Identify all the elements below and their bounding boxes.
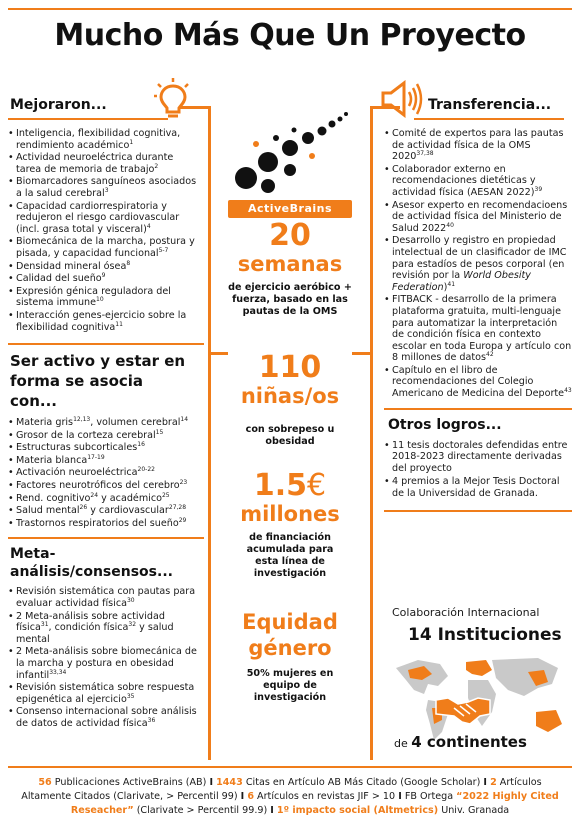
list-item	[8, 518, 198, 530]
item-ref: 42	[486, 351, 494, 359]
right-column	[384, 96, 572, 512]
list-item	[384, 476, 572, 499]
item-text: Biomarcadores sanguíneos asociados a la salud cerebral	[16, 176, 197, 199]
item-ref: 11	[115, 320, 123, 328]
kids-number: 110	[258, 350, 322, 385]
active-title: Ser activo y estar en forma se asocia con...	[10, 352, 186, 411]
footer-sep-4: I	[398, 791, 402, 802]
footer-pubs-num: 56	[38, 777, 52, 788]
list-item	[384, 440, 572, 475]
footer-ortega: FB Ortega	[401, 791, 457, 802]
top-frame-line	[8, 8, 572, 10]
institutions-count: 14 Instituciones	[408, 625, 562, 645]
weeks-unit: semanas	[237, 252, 343, 276]
list-item	[384, 294, 572, 364]
right-sep-1	[384, 408, 572, 410]
footer-sep-3: I	[240, 791, 245, 802]
item-text: Consenso internacional sobre análisis de datos de actividad física	[16, 706, 197, 729]
list-item	[384, 128, 572, 163]
item-text-2: y académico	[98, 492, 162, 504]
list-item	[8, 505, 198, 517]
item-ref: 3	[104, 186, 109, 194]
list-item	[8, 286, 198, 309]
list-item	[8, 682, 198, 705]
transfer-underline	[414, 118, 564, 120]
page-title: Mucho Más Que Un Proyecto	[54, 18, 526, 53]
footer-summary	[20, 776, 560, 818]
list-item	[384, 164, 572, 199]
item-ref: 2	[154, 162, 159, 170]
item-text: Rend. cognitivo	[16, 492, 91, 504]
transfer-title: Transferencia...	[428, 97, 552, 113]
item-text: Biomecánica de la marcha, postura y pisada, y capacidad funcional	[16, 236, 195, 259]
active-list	[8, 417, 198, 529]
left-divider	[208, 106, 211, 760]
footer-jif-num: 6	[247, 791, 254, 802]
item-text: Densidad mineral ósea	[16, 260, 127, 272]
list-item	[8, 273, 198, 285]
item-ref: 5-7	[158, 246, 169, 254]
list-item	[8, 442, 198, 454]
footer-altmetrics: 1º impacto social (Altmetrics)	[276, 805, 439, 816]
item-text: Factores neurotróficos del cerebro	[16, 480, 180, 492]
footer-jif: Artículos en revistas JIF > 10	[254, 791, 399, 802]
item-text: 11 tesis doctorales defendidas entre 2018-2023 directamente derivadas del proyecto	[392, 439, 568, 474]
footer-frame-line	[8, 766, 572, 768]
kids-description: con sobrepeso u obesidad	[245, 424, 335, 447]
item-ref: 37,38	[416, 150, 434, 157]
footer-hcr-note: (Clarivate > Percentil 99.9)	[133, 805, 271, 816]
item-text: Calidad del sueño	[16, 273, 102, 285]
item-text: Revisión sistemática sobre respuesta epigenética al ejercicio	[16, 682, 195, 705]
footer-pubs: Publicaciones ActiveBrains (AB)	[51, 777, 210, 788]
list-item	[8, 128, 198, 151]
item-text: 2 Meta-análisis sobre actividad física	[16, 610, 165, 634]
handshake-icon	[434, 692, 492, 726]
item-text: 4 premios a la Mejor Tesis Doctoral de la Universidad de Granada.	[392, 476, 560, 500]
meta-list	[8, 586, 198, 729]
item-text: Inteligencia, flexibilidad cognitiva, rendimiento académico	[16, 128, 181, 151]
item-text: Trastornos respiratorios del sueño	[16, 517, 179, 529]
item-text: Revisión sistemática con pautas para evaluar actividad física	[16, 586, 196, 610]
item-ref: 39	[534, 185, 543, 193]
item-ref: 33,34	[49, 668, 67, 676]
gender-title: género	[248, 636, 332, 660]
footer-highly: Artículos Altamente Citados (Clarivate, > Percentil 99)	[21, 777, 542, 802]
equity-description: 50% mujeres en equipo de investigación	[246, 668, 334, 703]
item-ref: 16	[137, 441, 145, 449]
right-sep-2	[384, 510, 572, 512]
item-ref: 30	[126, 596, 135, 604]
item-ref: 40	[446, 221, 454, 229]
continents-count	[394, 733, 527, 751]
transfer-list	[384, 128, 572, 400]
item-ref: 8	[126, 259, 131, 267]
other-list	[384, 440, 572, 500]
item-ref: 23	[179, 478, 188, 486]
item-ref: 26	[79, 504, 88, 512]
list-item	[8, 152, 198, 175]
improved-list	[8, 128, 198, 333]
left-sep-2	[8, 537, 204, 539]
item-text-2: , condición física	[48, 622, 129, 634]
money-description: de financiación acumulada para esta línea de investigación	[246, 532, 334, 579]
item-text-2: y cardiovascular	[87, 505, 169, 517]
money-number	[210, 470, 370, 502]
item-ref: 1	[129, 138, 134, 146]
footer-hcr: “2022 Highly Cited Reseacher”	[70, 791, 559, 816]
item-text: Estructuras subcorticales	[16, 442, 138, 454]
collab-title: Colaboración Internacional	[392, 606, 540, 619]
item-ref: 12,13	[73, 415, 91, 423]
item-ref: 29	[178, 516, 187, 524]
left-sep-1	[8, 343, 204, 345]
item-text: Materia blanca	[16, 454, 88, 466]
weeks-description: de ejercicio aeróbico + fuerza, basado en las pautas de la OMS	[228, 282, 352, 317]
item-text: Interacción genes-ejercicio sobre la flexibilidad cognitiva	[16, 309, 187, 333]
list-item	[8, 455, 198, 467]
weeks-number: 20	[269, 218, 311, 253]
euro-symbol: €	[307, 468, 327, 503]
item-text: Comité de expertos para las pautas de actividad física de la OMS 2020	[392, 128, 564, 163]
footer-highly-num: 2	[490, 777, 497, 788]
item-text: 2 Meta-análisis sobre biomecánica de la marcha y postura en obesidad infantil	[16, 646, 197, 681]
list-item	[8, 611, 198, 646]
footer-cites: Citas en Artículo AB Más Citado (Google Scholar)	[242, 777, 484, 788]
money-value: 1.5	[253, 468, 308, 503]
list-item	[8, 201, 198, 236]
item-text: Expresión génica reguladora del sistema immune	[16, 285, 171, 309]
item-text: Desarrollo y registro en propiedad intelectual de un clasificador de IMC para estadíos de pesos corporal (en revisión por la	[392, 235, 567, 282]
item-ref: 31	[40, 621, 49, 629]
item-ref: 10	[96, 296, 104, 304]
item-text: Activación neuroeléctrica	[16, 467, 138, 479]
equity-title: Equidad	[242, 610, 338, 634]
item-ref: 35	[126, 692, 135, 700]
list-item	[8, 236, 198, 259]
item-text: Materia gris	[16, 417, 74, 429]
list-item	[8, 417, 198, 429]
item-italic: World Obesity Federation	[392, 270, 531, 293]
right-divider	[370, 106, 373, 760]
item-ref: 9	[101, 271, 106, 279]
continents-prefix: de	[394, 737, 408, 750]
item-ref: 43	[564, 386, 572, 394]
list-item	[8, 586, 198, 609]
item-text-2: )	[443, 281, 448, 293]
left-column	[8, 96, 198, 731]
list-item	[8, 467, 198, 479]
item-ref: 4	[146, 222, 151, 230]
list-item	[384, 200, 572, 235]
footer-cites-num: 1443	[216, 777, 243, 788]
item-ref: 41	[447, 280, 456, 288]
item-text-3: y salud mental	[16, 622, 174, 645]
list-item	[8, 176, 198, 199]
item-ref: 20-22	[137, 466, 155, 474]
list-item	[8, 493, 198, 505]
item-ref-2: 25	[161, 491, 170, 499]
other-title: Otros logros...	[388, 416, 502, 433]
money-unit: millones	[240, 502, 340, 526]
item-ref: 15	[155, 428, 164, 436]
item-text: Asesor experto en recomendacioens de actividad física del Ministerio de Salud 2022	[392, 199, 568, 234]
item-text: Colaborador externo en recomendaciones dietéticas y actividad física (AESAN 2022)	[392, 163, 536, 198]
list-item	[8, 430, 198, 442]
list-item	[8, 706, 198, 729]
item-text: Grosor de la corteza cerebral	[16, 429, 156, 441]
item-text-2: , volumen cerebral	[90, 417, 181, 429]
item-text: FITBACK - desarrollo de la primera plataforma gratuita, multi-lenguaje para automatizar la interpretación de condición física en contexto escolar en toda Europa y artículo con 8 millones de datos	[392, 294, 572, 364]
item-ref: 17-19	[87, 453, 105, 461]
item-ref: 24	[90, 491, 99, 499]
list-item	[384, 365, 572, 400]
item-text: Capacidad cardiorrespiratoria y redujeron el riesgo cardiovascular (incl. grasa total y visceral)	[16, 200, 180, 235]
activebrains-dots-logo	[228, 110, 352, 198]
item-ref-2: 32	[128, 621, 137, 629]
item-ref: 36	[147, 716, 156, 724]
continents-number: 4 continentes	[411, 733, 527, 751]
footer-univ: Univ. Granada	[438, 805, 510, 816]
kids-unit: niñas/os	[240, 384, 340, 408]
list-item	[8, 646, 198, 681]
item-text: Capítulo en el libro de recomendaciones del Colegio Americano de Medicina del Deporte	[392, 364, 565, 400]
improved-title: Mejoraron...	[10, 97, 107, 113]
footer-sep-1: I	[209, 777, 214, 788]
meta-title: Meta-análisis/consensos...	[10, 546, 173, 581]
footer-sep-2: I	[483, 777, 487, 788]
activebrains-brand-label: ActiveBrains	[228, 200, 352, 218]
item-text: Actividad neuroeléctrica durante tarea de memoria de trabajo	[16, 152, 174, 175]
item-ref-2: 14	[180, 415, 189, 423]
list-item	[8, 261, 198, 273]
footer-sep-5: I	[270, 805, 274, 816]
item-ref-2: 27,28	[168, 504, 187, 512]
item-text: Salud mental	[16, 505, 80, 517]
list-item	[8, 480, 198, 492]
list-item	[8, 310, 198, 333]
list-item	[384, 235, 572, 293]
improved-underline	[8, 118, 168, 120]
